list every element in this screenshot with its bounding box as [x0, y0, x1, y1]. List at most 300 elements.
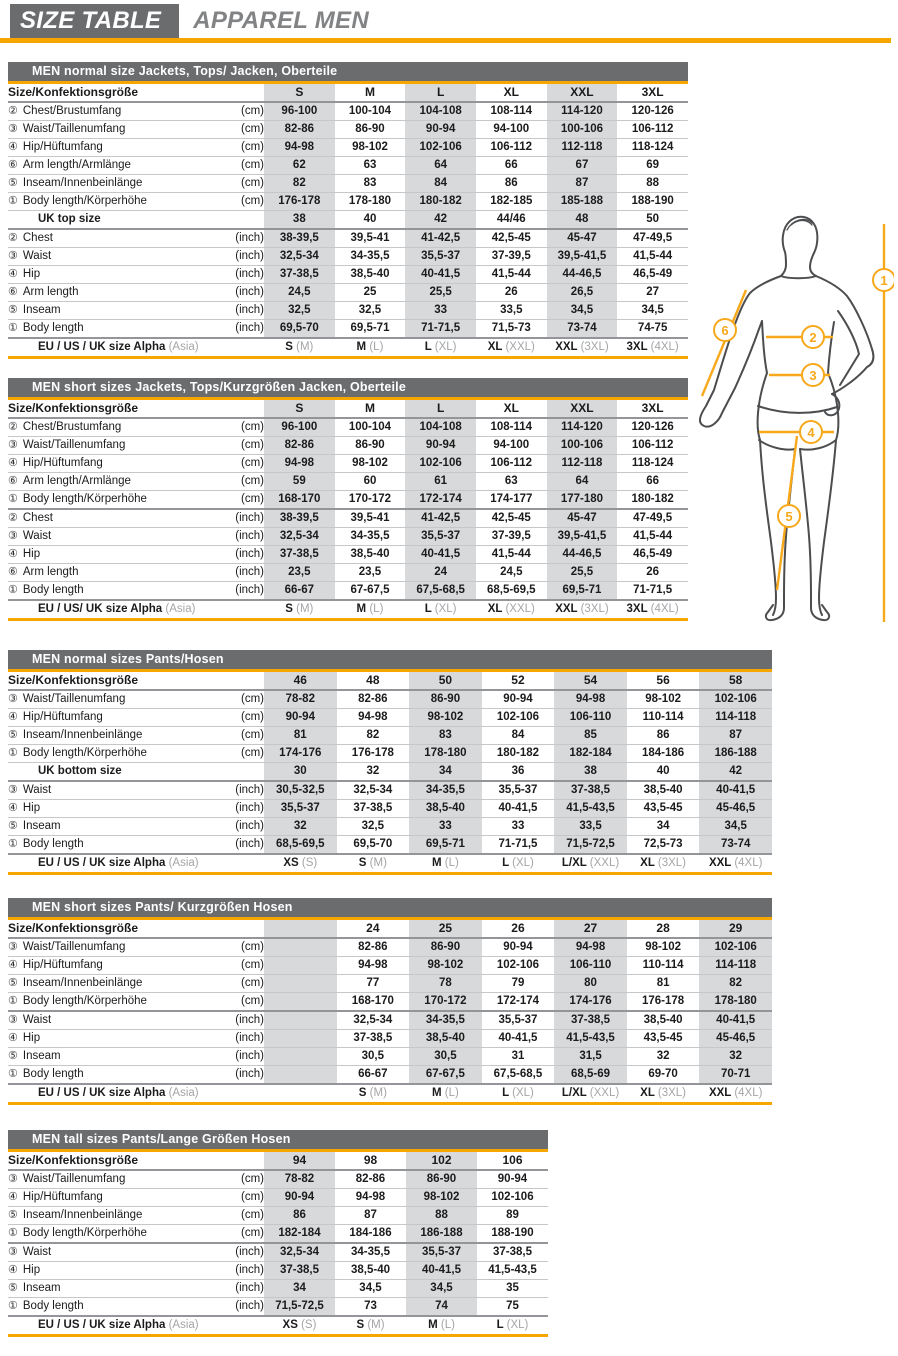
row-label-cell: ④ Hip: [8, 800, 230, 818]
measurement-row: [8, 1011, 772, 1030]
value-cell: 25: [335, 284, 406, 302]
value-cell: 168-170: [337, 993, 410, 1012]
alpha-asia: (3XL): [657, 857, 686, 869]
row-label-cell: ⑤ Inseam/Innenbeinlänge: [8, 975, 230, 993]
value-cell: 40-41,5: [699, 1011, 772, 1030]
value-cell: 86-90: [409, 690, 482, 709]
measure-number-icon: ⑥: [8, 286, 18, 298]
value-cell: 174-176: [554, 993, 627, 1012]
value-cell: 98-102: [335, 139, 406, 157]
size-label-cell: Size/Konfektionsgröße: [8, 672, 230, 690]
size-column-header: 48: [337, 672, 410, 690]
measure-number-icon: ⑥: [8, 566, 18, 578]
value-cell: 69: [617, 157, 688, 175]
row-label-cell: ① Body length/Körperhöhe: [8, 993, 230, 1012]
alpha-value-cell: [627, 854, 700, 872]
measurement-row: [8, 284, 688, 302]
measure-number-icon: ④: [8, 802, 18, 814]
alpha-asia: (M): [367, 1319, 385, 1331]
value-cell: 79: [482, 975, 555, 993]
alpha-value-cell: [405, 338, 476, 356]
alpha-label: EU / US / UK size Alpha: [38, 1319, 169, 1331]
size-column-header: M: [335, 84, 406, 102]
value-cell: 34: [627, 818, 700, 836]
value-cell: 38,5-40: [335, 1262, 406, 1280]
badge-5: 5: [785, 509, 793, 524]
value-cell: 102-106: [482, 709, 555, 727]
value-cell: 38,5-40: [627, 1011, 700, 1030]
alpha-value-cell: [547, 338, 618, 356]
value-cell: [264, 1048, 337, 1066]
row-label-cell: ① Body length/Körperhöhe: [8, 745, 230, 763]
alpha-main: S: [358, 1087, 367, 1099]
value-cell: 42,5-45: [476, 229, 547, 248]
value-cell: 42: [699, 763, 772, 782]
unit-cell: (inch): [230, 248, 264, 266]
alpha-asia: (XL): [434, 603, 457, 615]
value-cell: 87: [335, 1207, 406, 1225]
alpha-main: XL: [487, 603, 503, 615]
size-column-header: L: [405, 400, 476, 418]
value-cell: 37-38,5: [337, 800, 410, 818]
unit-cell: (inch): [230, 1243, 264, 1262]
value-cell: 34-35,5: [409, 1011, 482, 1030]
unit-cell: (inch): [230, 800, 264, 818]
row-label-cell: UK bottom size: [8, 763, 230, 782]
row-label-cell: ⑥ Arm length/Armlänge: [8, 157, 230, 175]
size-column-header: 50: [409, 672, 482, 690]
value-cell: 39,5-41,5: [547, 248, 618, 266]
value-cell: 100-104: [335, 418, 406, 437]
value-cell: 41,5-43,5: [554, 800, 627, 818]
alpha-asia: (M): [296, 603, 314, 615]
measure-number-icon: ②: [8, 421, 18, 433]
value-cell: 68,5-69: [554, 1066, 627, 1085]
value-cell: 48: [547, 211, 618, 230]
value-cell: 74-75: [617, 320, 688, 339]
value-cell: 35,5-37: [405, 248, 476, 266]
value-cell: 26: [617, 564, 688, 582]
measure-number-icon: ④: [8, 1264, 18, 1276]
value-cell: 88: [617, 175, 688, 193]
value-cell: 102-106: [699, 690, 772, 709]
size-column-header: 24: [337, 920, 410, 938]
row-label-cell: ③ Waist/Taillenumfang: [8, 437, 230, 455]
alpha-size-row: [8, 854, 772, 872]
value-cell: 82-86: [337, 690, 410, 709]
value-cell: 180-182: [617, 491, 688, 510]
value-cell: 180-182: [482, 745, 555, 763]
row-label-cell: ① Body length/Körperhöhe: [8, 193, 230, 211]
measurement-row: [8, 418, 688, 437]
value-cell: 71,5-72,5: [554, 836, 627, 855]
value-cell: 34,5: [617, 302, 688, 320]
measurement-lines: [702, 224, 884, 622]
value-cell: 44-46,5: [547, 266, 618, 284]
alpha-label-asia: (Asia): [168, 1087, 199, 1099]
unit-cell: (cm): [230, 139, 264, 157]
size-column-header: 3XL: [617, 84, 688, 102]
table-title: MEN normal sizes Pants/Hosen: [8, 650, 772, 672]
size-column-header: 58: [699, 672, 772, 690]
value-cell: 84: [405, 175, 476, 193]
alpha-main: L: [424, 341, 432, 353]
value-cell: 63: [476, 473, 547, 491]
alpha-asia: (S): [301, 857, 318, 869]
alpha-main: L: [502, 1087, 509, 1099]
value-cell: 24: [405, 564, 476, 582]
value-cell: 69-70: [627, 1066, 700, 1085]
alpha-main: L: [502, 857, 509, 869]
value-cell: 37-38,5: [554, 781, 627, 800]
alpha-value-cell: [335, 338, 406, 356]
alpha-asia: (4XL): [650, 341, 679, 353]
alpha-main: L: [496, 1319, 504, 1331]
size-label-cell: Size/Konfektionsgröße: [8, 1152, 230, 1170]
size-column-header: 56: [627, 672, 700, 690]
measure-number-icon: ④: [8, 457, 18, 469]
value-cell: 41,5-43,5: [477, 1262, 548, 1280]
row-label-cell: UK top size: [8, 211, 230, 230]
row-label-cell: ④ Hip/Hüftumfang: [8, 139, 230, 157]
value-cell: 106-110: [554, 709, 627, 727]
value-cell: 90-94: [405, 121, 476, 139]
size-column-header: 28: [627, 920, 700, 938]
value-cell: 73-74: [547, 320, 618, 339]
alpha-main: XS: [283, 857, 299, 869]
measurement-row: [8, 818, 772, 836]
value-cell: 39,5-41: [335, 509, 406, 528]
value-cell: 32,5-34: [337, 1011, 410, 1030]
value-cell: 94-98: [554, 938, 627, 957]
alpha-main: S: [358, 857, 367, 869]
size-label-cell: Size/Konfektionsgröße: [8, 84, 230, 102]
value-cell: 41,5-44: [476, 266, 547, 284]
unit-cell: [230, 672, 264, 690]
value-cell: 84: [482, 727, 555, 745]
size-column-header: XXL: [547, 84, 618, 102]
unit-cell: (inch): [230, 266, 264, 284]
value-cell: 35,5-37: [482, 1011, 555, 1030]
value-cell: 64: [547, 473, 618, 491]
alpha-value-cell: [617, 338, 688, 356]
table-jackets-normal: [8, 62, 688, 359]
measurement-row: [8, 473, 688, 491]
value-cell: 45-46,5: [699, 800, 772, 818]
value-cell: [264, 938, 337, 957]
unit-cell: (cm): [230, 121, 264, 139]
unit-cell: (inch): [230, 818, 264, 836]
row-label-cell: ③ Waist: [8, 781, 230, 800]
size-column-header: 29: [699, 920, 772, 938]
measurement-row: [8, 302, 688, 320]
value-cell: 30,5-32,5: [264, 781, 337, 800]
value-cell: 83: [335, 175, 406, 193]
alpha-asia: (4XL): [734, 1087, 763, 1099]
row-label-cell: ① Body length: [8, 836, 230, 855]
value-cell: 69,5-71: [409, 836, 482, 855]
alpha-asia: (4XL): [734, 857, 763, 869]
alpha-asia: (XXL): [589, 857, 620, 869]
value-cell: 71-71,5: [482, 836, 555, 855]
alpha-asia: (XXL): [589, 1087, 620, 1099]
value-cell: 88: [406, 1207, 477, 1225]
unit-cell: (inch): [230, 564, 264, 582]
alpha-asia: (L): [369, 341, 384, 353]
value-cell: 86: [476, 175, 547, 193]
alpha-main: L/XL: [561, 857, 587, 869]
measure-number-icon: ②: [8, 512, 18, 524]
value-cell: 40-41,5: [405, 546, 476, 564]
unit-cell: (inch): [230, 302, 264, 320]
value-cell: 81: [264, 727, 337, 745]
value-cell: 94-98: [337, 957, 410, 975]
value-cell: 180-182: [405, 193, 476, 211]
value-cell: 38,5-40: [335, 546, 406, 564]
alpha-value-cell: [554, 1084, 627, 1102]
measurement-row: [8, 248, 688, 266]
measure-number-icon: ③: [8, 250, 18, 262]
measurement-row: [8, 528, 688, 546]
unit-cell: (inch): [230, 582, 264, 601]
value-cell: 82: [264, 175, 335, 193]
badge-3: 3: [809, 368, 817, 383]
value-cell: 87: [547, 175, 618, 193]
value-cell: 186-188: [406, 1225, 477, 1244]
size-table-grid: [8, 1152, 548, 1334]
alpha-label: EU / US/ UK size Alpha: [38, 603, 166, 615]
value-cell: 32,5-34: [264, 248, 335, 266]
unit-cell: (inch): [230, 1066, 264, 1085]
value-cell: 38: [264, 211, 335, 230]
value-cell: 184-186: [335, 1225, 406, 1244]
measurement-row: [8, 957, 772, 975]
value-cell: 34,5: [406, 1280, 477, 1298]
value-cell: 44-46,5: [547, 546, 618, 564]
value-cell: 67,5-68,5: [482, 1066, 555, 1085]
alpha-main: XL: [640, 857, 655, 869]
value-cell: 37-38,5: [554, 1011, 627, 1030]
value-cell: 94-98: [264, 139, 335, 157]
measurement-row: [8, 993, 772, 1012]
value-cell: 90-94: [477, 1170, 548, 1189]
value-cell: 32,5: [264, 302, 335, 320]
value-cell: 94-98: [335, 1189, 406, 1207]
row-label-cell: ④ Hip: [8, 266, 230, 284]
measure-number-icon: ①: [8, 584, 18, 596]
measurement-row: [8, 781, 772, 800]
row-label-cell: ⑤ Inseam/Innenbeinlänge: [8, 175, 230, 193]
size-column-header: 98: [335, 1152, 406, 1170]
measure-number-icon: ①: [8, 1227, 18, 1239]
value-cell: 34,5: [699, 818, 772, 836]
row-label-cell: ⑥ Arm length: [8, 564, 230, 582]
measurement-row: [8, 582, 688, 601]
value-cell: [264, 993, 337, 1012]
value-cell: 80: [554, 975, 627, 993]
row-label-cell: ② Chest/Brustumfang: [8, 102, 230, 121]
value-cell: 86-90: [335, 121, 406, 139]
unit-cell: (cm): [230, 102, 264, 121]
measurement-row: [8, 1066, 772, 1085]
value-cell: 71-71,5: [617, 582, 688, 601]
size-column-header: M: [335, 400, 406, 418]
value-cell: 38: [554, 763, 627, 782]
alpha-asia: (XL): [512, 1087, 534, 1099]
value-cell: 25,5: [405, 284, 476, 302]
value-cell: 100-104: [335, 102, 406, 121]
measure-number-icon: ⑥: [8, 159, 18, 171]
row-label-cell: ⑥ Arm length: [8, 284, 230, 302]
value-cell: 63: [335, 157, 406, 175]
value-cell: 66-67: [264, 582, 335, 601]
row-label-cell: ④ Hip: [8, 546, 230, 564]
value-cell: 118-124: [617, 455, 688, 473]
size-table-grid: [8, 672, 772, 872]
alpha-value-cell: [627, 1084, 700, 1102]
value-cell: 59: [264, 473, 335, 491]
measurement-row: [8, 1280, 548, 1298]
value-cell: 34-35,5: [409, 781, 482, 800]
value-cell: 72,5-73: [627, 836, 700, 855]
measure-number-icon: ⑤: [8, 304, 18, 316]
value-cell: 174-177: [476, 491, 547, 510]
alpha-main: M: [431, 1087, 442, 1099]
value-cell: 112-118: [547, 455, 618, 473]
alpha-size-row: [8, 600, 688, 618]
value-cell: 34-35,5: [335, 248, 406, 266]
value-cell: 32: [337, 763, 410, 782]
value-cell: 82-86: [264, 437, 335, 455]
value-cell: 26,5: [547, 284, 618, 302]
size-label-cell: Size/Konfektionsgröße: [8, 400, 230, 418]
value-cell: 30: [264, 763, 337, 782]
unit-cell: (cm): [230, 418, 264, 437]
row-label-cell: ④ Hip/Hüftumfang: [8, 957, 230, 975]
measurement-row: [8, 800, 772, 818]
alpha-label-asia: (Asia): [165, 603, 196, 615]
value-cell: 178-180: [409, 745, 482, 763]
value-cell: 40-41,5: [405, 266, 476, 284]
unit-cell: (cm): [230, 1225, 264, 1244]
value-cell: 86: [627, 727, 700, 745]
row-label-cell: ② Chest/Brustumfang: [8, 418, 230, 437]
alpha-value-cell: [264, 1316, 335, 1334]
value-cell: 43,5-45: [627, 1030, 700, 1048]
alpha-value-cell: [335, 600, 406, 618]
value-cell: 47-49,5: [617, 229, 688, 248]
value-cell: 44/46: [476, 211, 547, 230]
value-cell: 41,5-44: [476, 546, 547, 564]
alpha-label-cell: [8, 600, 264, 618]
value-cell: 24,5: [476, 564, 547, 582]
value-cell: 32,5: [337, 818, 410, 836]
table-jackets-short: [8, 378, 688, 621]
value-cell: 66: [476, 157, 547, 175]
value-cell: 30,5: [409, 1048, 482, 1066]
value-cell: 23,5: [264, 564, 335, 582]
size-column-header: 106: [477, 1152, 548, 1170]
table-pants-short: [8, 898, 772, 1105]
unit-cell: (cm): [230, 938, 264, 957]
value-cell: 32,5-34: [264, 1243, 335, 1262]
value-cell: 177-180: [547, 491, 618, 510]
alpha-main: M: [356, 603, 367, 615]
measurement-row: [8, 491, 688, 510]
alpha-size-row: [8, 1084, 772, 1102]
measurement-row: [8, 266, 688, 284]
measure-number-icon: ④: [8, 711, 18, 723]
row-label-cell: ① Body length/Körperhöhe: [8, 1225, 230, 1244]
alpha-value-cell: [482, 1084, 555, 1102]
value-cell: 114-120: [547, 102, 618, 121]
measurement-row: [8, 211, 688, 230]
alpha-asia: (XXL): [505, 603, 535, 615]
measurement-row: [8, 975, 772, 993]
alpha-label-cell: [8, 338, 264, 356]
row-label-cell: ② Chest: [8, 229, 230, 248]
unit-cell: (cm): [230, 157, 264, 175]
alpha-main: XL: [640, 1087, 655, 1099]
value-cell: 78-82: [264, 1170, 335, 1189]
alpha-asia: (L): [440, 1319, 455, 1331]
unit-cell: (cm): [230, 745, 264, 763]
value-cell: 33,5: [476, 302, 547, 320]
measure-number-icon: ③: [8, 941, 18, 953]
value-cell: 96-100: [264, 418, 335, 437]
value-cell: 37-39,5: [476, 248, 547, 266]
value-cell: 34-35,5: [335, 1243, 406, 1262]
badge-1: 1: [880, 273, 888, 288]
value-cell: 40-41,5: [699, 781, 772, 800]
alpha-asia: (M): [296, 341, 314, 353]
value-cell: [264, 1066, 337, 1085]
measure-number-icon: ③: [8, 1014, 18, 1026]
alpha-main: 3XL: [626, 341, 648, 353]
size-column-header: 102: [406, 1152, 477, 1170]
value-cell: 98-102: [409, 957, 482, 975]
value-cell: 96-100: [264, 102, 335, 121]
value-cell: 86: [264, 1207, 335, 1225]
value-cell: 176-178: [337, 745, 410, 763]
value-cell: 176-178: [264, 193, 335, 211]
value-cell: 68,5-69,5: [476, 582, 547, 601]
size-header-row: [8, 1152, 548, 1170]
table-pants-normal: [8, 650, 772, 875]
measure-number-icon: ③: [8, 1173, 18, 1185]
alpha-main: M: [431, 857, 442, 869]
value-cell: 106-110: [554, 957, 627, 975]
value-cell: 37-38,5: [264, 266, 335, 284]
value-cell: 40-41,5: [482, 800, 555, 818]
value-cell: 170-172: [335, 491, 406, 510]
measurement-row: [8, 139, 688, 157]
measure-number-icon: ②: [8, 105, 18, 117]
value-cell: 94-98: [337, 709, 410, 727]
value-cell: 26: [476, 284, 547, 302]
size-column-header: XL: [476, 400, 547, 418]
alpha-asia: (L): [369, 603, 384, 615]
unit-cell: (cm): [230, 709, 264, 727]
alpha-value-cell: [335, 1316, 406, 1334]
value-cell: 33: [482, 818, 555, 836]
value-cell: [264, 1030, 337, 1048]
value-cell: 82-86: [264, 121, 335, 139]
alpha-main: XS: [282, 1319, 298, 1331]
alpha-value-cell: [699, 854, 772, 872]
size-header-row: [8, 672, 772, 690]
value-cell: 46,5-49: [617, 266, 688, 284]
